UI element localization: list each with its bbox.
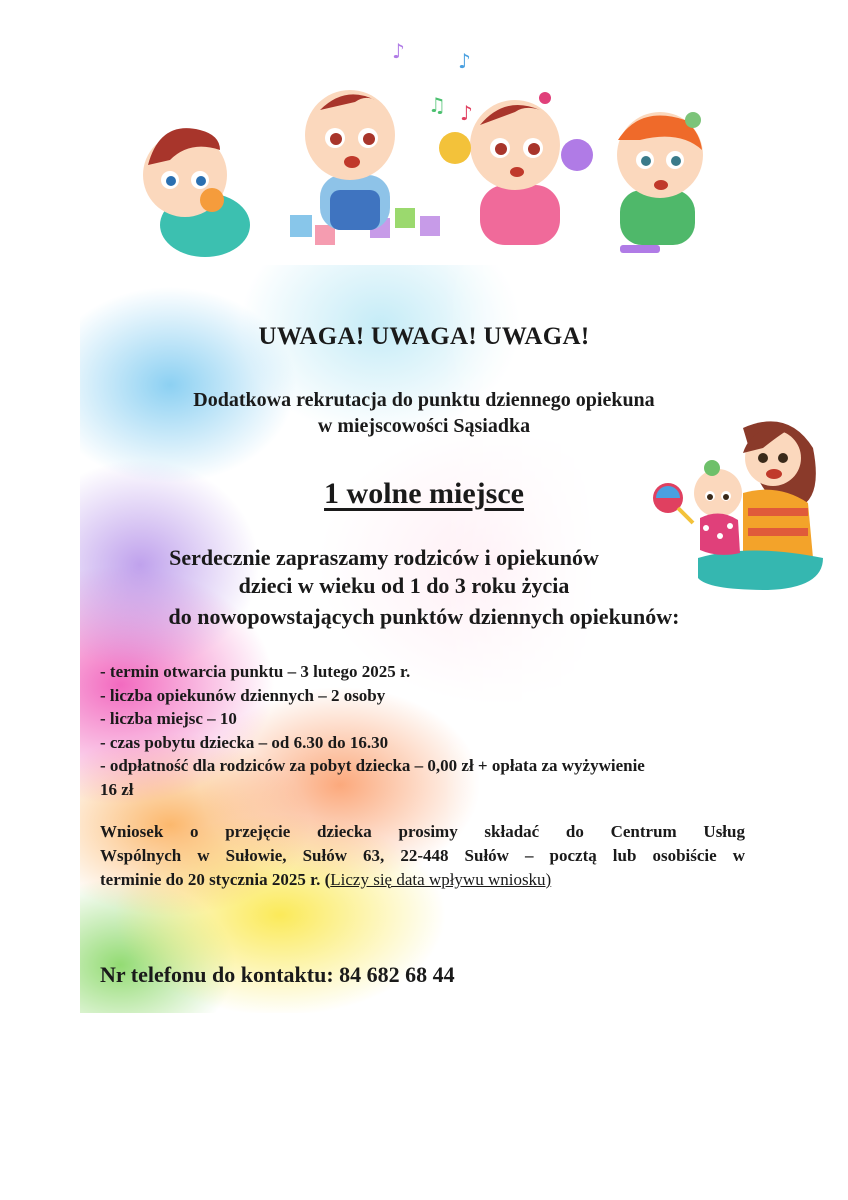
watercolor-background <box>80 265 600 1013</box>
list-item: - liczba opiekunów dziennych – 2 osoby <box>100 685 386 705</box>
svg-text:♪: ♪ <box>458 49 471 73</box>
page-title: UWAGA! UWAGA! UWAGA! <box>258 323 590 350</box>
application-line-3 <box>100 868 745 892</box>
subheading-line-1: Dodatkowa rekrutacja do punktu dziennego opiekuna <box>193 389 655 411</box>
available-places: 1 wolne miejsce <box>324 477 524 510</box>
application-line-1: Wniosek o przejęcie dziecka prosimy składać do Centrum Usług <box>100 822 745 841</box>
list-item: 16 zł <box>100 779 134 799</box>
svg-text:♪: ♪ <box>460 101 473 125</box>
invitation-line-1: Serdecznie zapraszamy rodziców i opiekunów <box>169 545 599 570</box>
invitation-line-3: do nowopowstających punktów dziennych opiekunów: <box>168 604 680 629</box>
babies-illustration <box>140 40 720 270</box>
application-note: Liczy się data wpływu wniosku) <box>330 870 552 889</box>
invitation-line-2: dzieci w wieku od 1 do 3 roku życia <box>238 573 570 598</box>
list-item: - termin otwarcia punktu – 3 lutego 2025 r. <box>100 662 411 681</box>
svg-text:♪: ♪ <box>392 40 405 63</box>
list-item: - odpłatność dla rodziców za pobyt dziecka – 0,00 zł + opłata za wyżywienie <box>100 756 645 775</box>
application-line-2: Wspólnych w Sułowie, Sułów 63, 22-448 Sułów – pocztą lub osobiście w <box>100 846 745 865</box>
baby-4 <box>617 112 703 253</box>
list-item: - czas pobytu dziecka – od 6.30 do 16.30 <box>100 732 389 752</box>
baby-1 <box>143 128 250 257</box>
application-paragraph <box>100 820 745 892</box>
baby-2 <box>305 90 395 230</box>
details-list <box>100 660 740 801</box>
contact-phone: Nr telefonu do kontaktu: 84 682 68 44 <box>100 962 455 987</box>
application-deadline: terminie do 20 stycznia 2025 r. ( <box>100 870 331 889</box>
svg-text:♫: ♫ <box>428 93 446 117</box>
subheading-line-2: w miejscowości Sąsiadka <box>317 415 531 437</box>
music-notes-icon <box>392 40 473 125</box>
list-item: - liczba miejsc – 10 <box>100 709 237 728</box>
